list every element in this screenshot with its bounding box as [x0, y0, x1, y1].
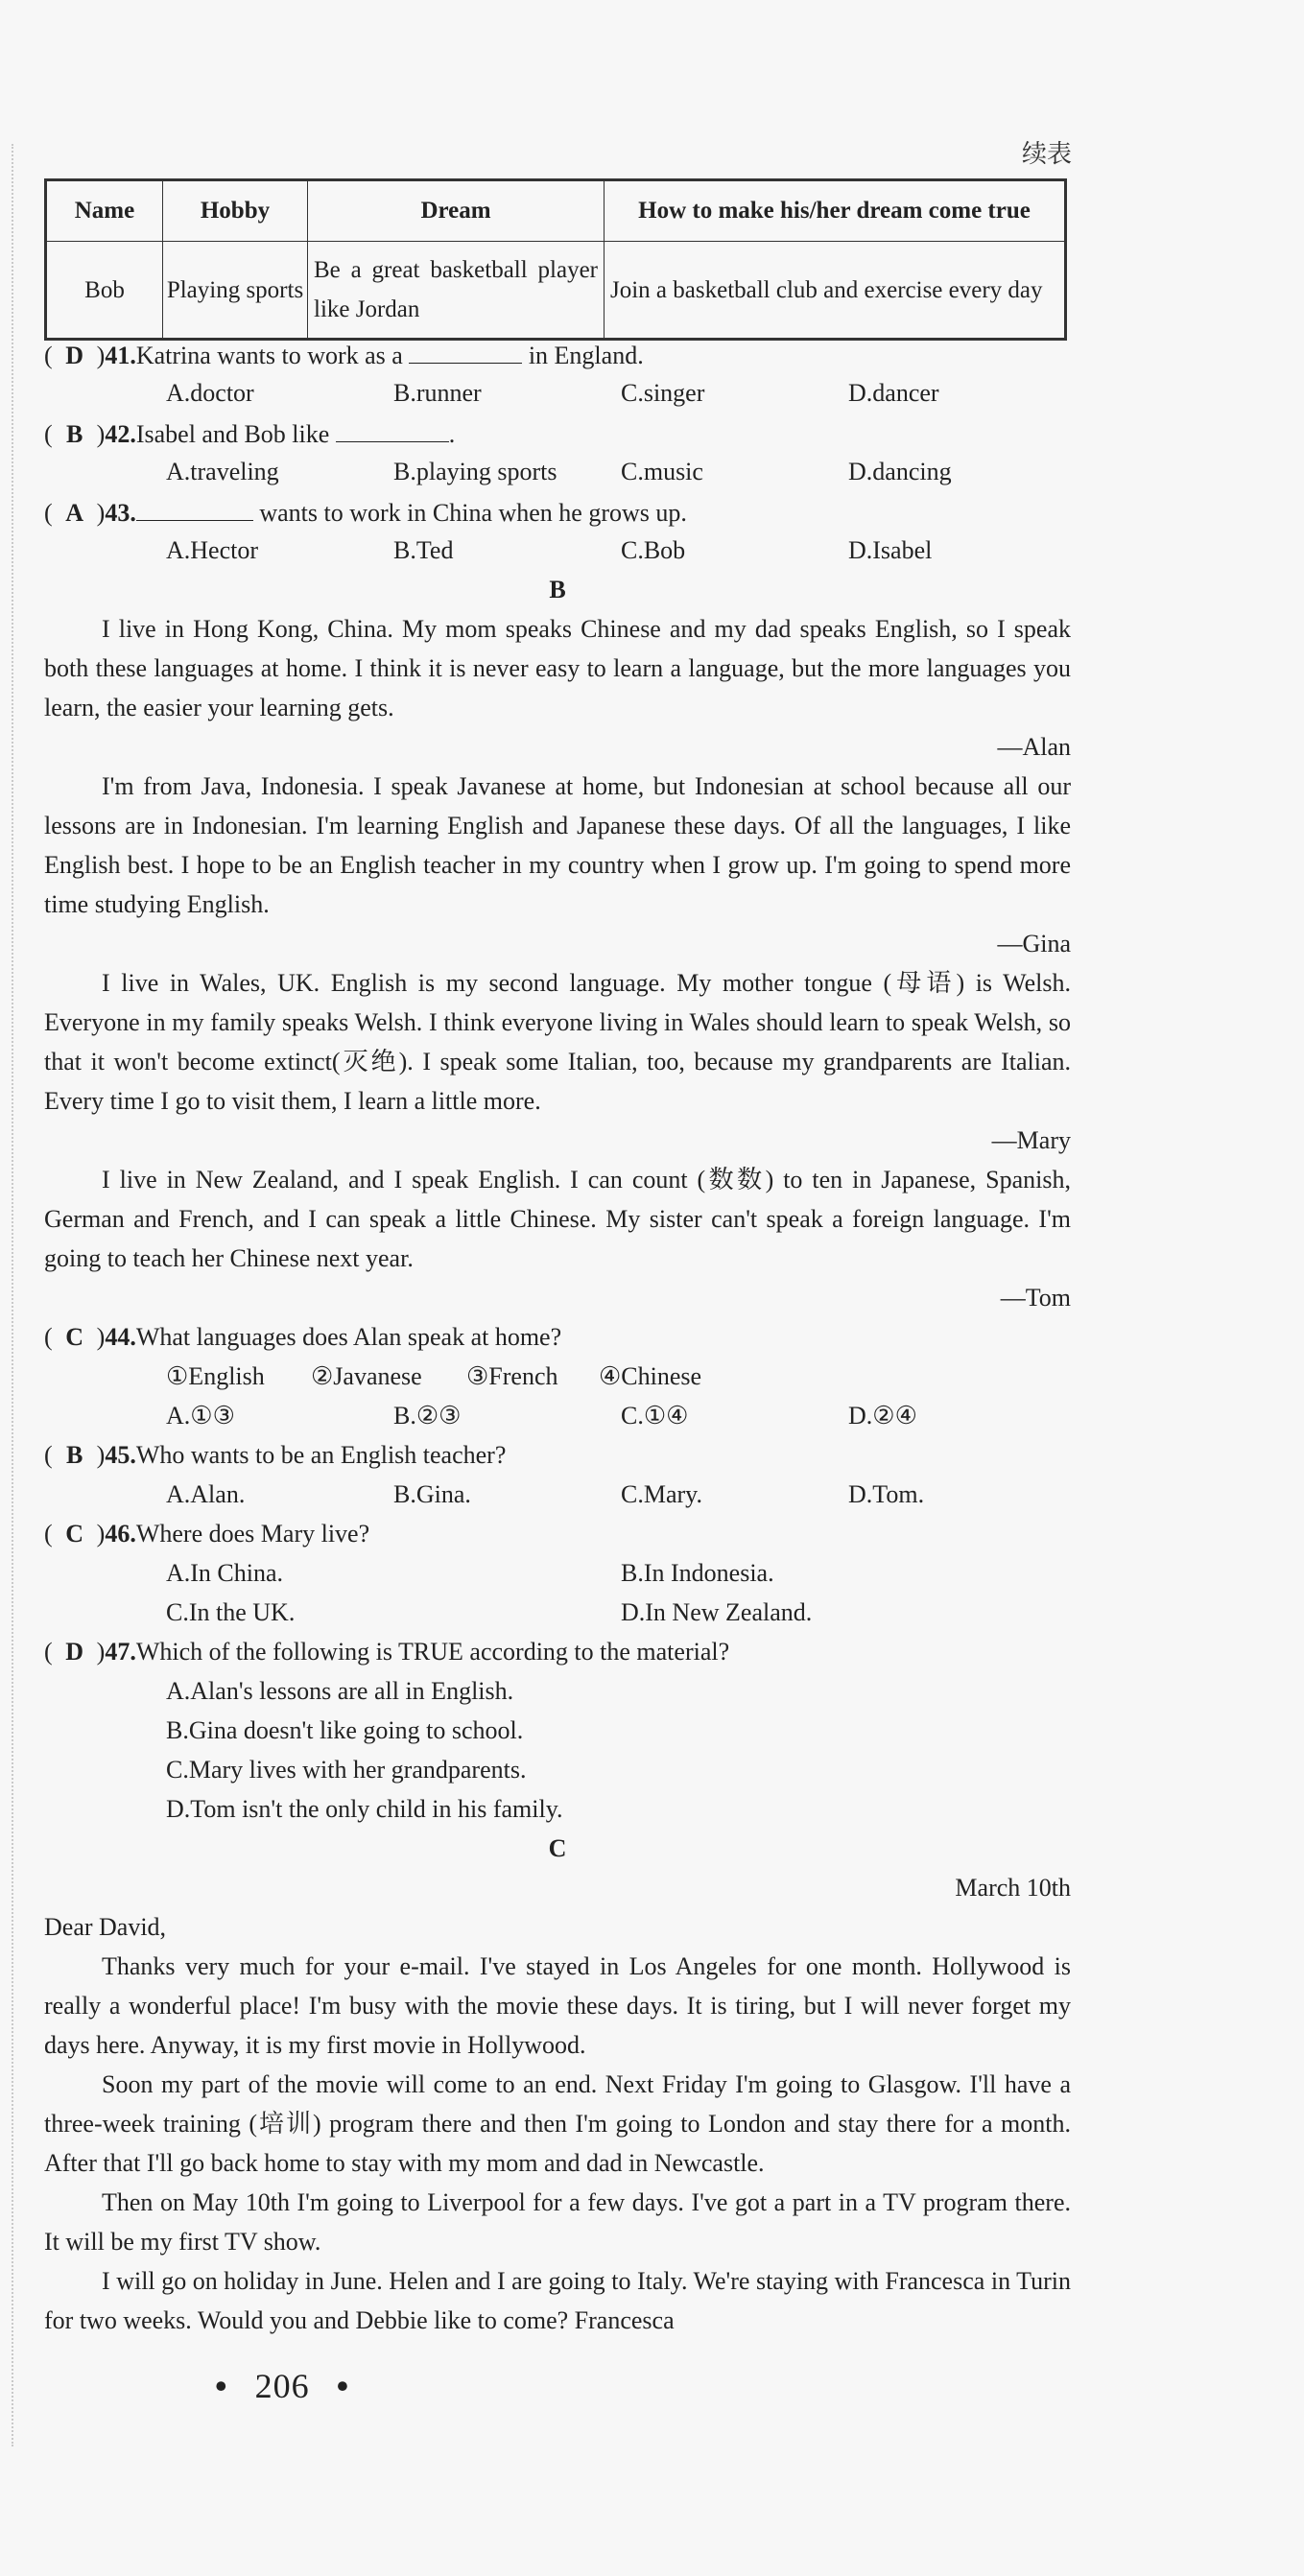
question-number: 41: [105, 342, 130, 369]
continued-table-label: 续表: [1021, 140, 1072, 168]
page-content: [44, 334, 1071, 2340]
option-b: B.②③: [393, 1402, 462, 1430]
question-number: 44: [105, 1323, 130, 1351]
question-42: ( B )42.Isabel and Bob like .: [44, 413, 1071, 452]
option-a: A.Hector: [166, 536, 259, 564]
bullet-left: •: [215, 2367, 228, 2405]
col-header-hobby: Hobby: [163, 180, 308, 242]
answer-mark: D: [65, 342, 84, 369]
page-number-value: 206: [254, 2367, 310, 2405]
option-d: D.Tom.: [848, 1480, 925, 1508]
option-a: A.①③: [166, 1402, 235, 1430]
options-41: [44, 373, 1071, 413]
option-c: C.Mary.: [621, 1480, 702, 1508]
answer-mark: C: [65, 1520, 84, 1548]
paren-open: (: [44, 342, 53, 369]
author-alan: —Alan: [997, 733, 1071, 761]
question-stem-end: wants to work in China when he grows up.: [252, 499, 687, 527]
option-d: D.dancing: [848, 458, 952, 485]
letter-date: March 10th: [955, 1874, 1071, 1902]
question-47: ( D )47.Which of the following is TRUE according to the material?: [44, 1632, 1071, 1671]
author-mary: —Mary: [991, 1126, 1071, 1154]
options-46-row1: [44, 1553, 1071, 1593]
options-47-c: [44, 1750, 1071, 1789]
question-stem: Where does Mary live?: [135, 1520, 370, 1548]
section-c-heading: C: [548, 1834, 567, 1862]
question-stem: Who wants to be an English teacher?: [135, 1441, 507, 1469]
option-a: A.traveling: [166, 458, 279, 485]
option-c: C.singer: [621, 379, 705, 407]
letter-paragraph-4: I will go on holiday in June. Helen and I are going to Italy. We're staying with Francesca in Turin for two weeks. Would you and Debbie like to come? Francesca: [44, 2267, 1071, 2334]
cell-how: Join a basketball club and exercise every day: [605, 242, 1066, 340]
options-47-d: [44, 1789, 1071, 1829]
options-46-row2: [44, 1593, 1071, 1632]
sub-option-3: ③French: [466, 1362, 558, 1390]
table-row: [46, 242, 1066, 340]
option-a: A.Alan's lessons are all in English.: [166, 1677, 514, 1705]
answer-mark: D: [65, 1638, 84, 1666]
sub-options-44: [44, 1357, 1071, 1396]
question-stem-end: in England.: [522, 342, 644, 369]
letter-paragraph-2: Soon my part of the movie will come to an end. Next Friday I'm going to Glasgow. I'll have a three-week training (培训) program there and then I'm going to London and stay there for a month. After that I'll go back home to stay with my mom and dad in Newcastle.: [44, 2070, 1071, 2177]
cell-hobby: Playing sports: [163, 242, 308, 340]
section-b-heading: B: [549, 576, 566, 603]
question-43: ( A )43. wants to work in China when he grows up.: [44, 491, 1071, 531]
cell-dream: Be a great basketball player like Jordan: [308, 242, 605, 340]
passage-tom: I live in New Zealand, and I speak English. I can count (数数) to ten in Japanese, Spanish, German and French, and I can speak a little Chinese. My sister can't speak a foreign language. I'm going to teach her Chinese next year.: [44, 1166, 1071, 1272]
question-stem: Katrina wants to work as a: [135, 342, 410, 369]
question-41: ( D )41.Katrina wants to work as a in England.: [44, 334, 1071, 373]
option-a: A.Alan.: [166, 1480, 246, 1508]
dream-table: [44, 178, 1067, 341]
passage-mary: I live in Wales, UK. English is my second language. My mother tongue (母语) is Welsh. Everyone in my family speaks Welsh. I think everyone living in Wales should learn to speak Welsh, so that it won't become extinct(灭绝). I speak some Italian, too, because my grandparents are Italian. Every time I go to visit them, I learn a little more.: [44, 969, 1071, 1115]
bullet-right: •: [336, 2367, 350, 2405]
question-number: 46: [105, 1520, 130, 1548]
option-d: D.In New Zealand.: [621, 1598, 813, 1626]
col-header-how: How to make his/her dream come true: [605, 180, 1066, 242]
table-header-row: [46, 180, 1066, 242]
option-b: B.Gina doesn't like going to school.: [166, 1716, 524, 1744]
answer-blank: [336, 413, 449, 442]
option-c: C.①④: [621, 1402, 689, 1430]
options-47-b: [44, 1711, 1071, 1750]
option-d: D.②④: [848, 1402, 917, 1430]
question-number: 43: [105, 499, 130, 527]
answer-mark: A: [65, 499, 84, 527]
answer-mark: B: [66, 1441, 83, 1469]
passage-gina: I'm from Java, Indonesia. I speak Javanese at home, but Indonesian at school because all our lessons are in Indonesian. I'm learning English and Japanese these days. Of all the languages, I like English best. I hope to be an English teacher in my country when I grow up. I'm going to spend more time studying English.: [44, 772, 1071, 918]
letter-paragraph-3: Then on May 10th I'm going to Liverpool for a few days. I've got a part in a TV program there. It will be my first TV show.: [44, 2188, 1071, 2256]
sub-option-4: ④Chinese: [599, 1362, 702, 1390]
answer-mark: B: [66, 420, 83, 448]
question-number: 47: [105, 1638, 130, 1666]
author-tom: —Tom: [1000, 1284, 1071, 1312]
cell-name: Bob: [46, 242, 163, 340]
answer-mark: C: [65, 1323, 84, 1351]
passage-alan: I live in Hong Kong, China. My mom speaks Chinese and my dad speaks English, so I speak both these languages at home. I think it is never easy to learn a language, but the more languages you learn, the easier your learning gets.: [44, 615, 1071, 721]
question-46: ( C )46.Where does Mary live?: [44, 1514, 1071, 1553]
sub-option-1: ①English: [166, 1362, 265, 1390]
option-b: B.In Indonesia.: [621, 1559, 774, 1587]
options-42: [44, 452, 1071, 491]
options-43: [44, 531, 1071, 570]
question-stem: Isabel and Bob like: [135, 420, 336, 448]
col-header-name: Name: [46, 180, 163, 242]
question-number: 42: [105, 420, 130, 448]
question-44: ( C )44.What languages does Alan speak at home?: [44, 1317, 1071, 1357]
paren-close: ): [96, 342, 106, 369]
page-number: [188, 2366, 376, 2406]
question-number: 45: [105, 1441, 130, 1469]
option-b: B.Ted: [393, 536, 454, 564]
letter-salutation: Dear David,: [44, 1913, 167, 1941]
margin-dotted-line: [12, 144, 13, 2446]
question-45: ( B )45.Who wants to be an English teacher?: [44, 1435, 1071, 1475]
question-stem-end: .: [448, 420, 456, 448]
option-d: D.Isabel: [848, 536, 933, 564]
answer-blank: [136, 491, 253, 521]
option-c: C.In the UK.: [166, 1598, 296, 1626]
option-b: B.runner: [393, 379, 482, 407]
option-a: A.doctor: [166, 379, 254, 407]
options-44: [44, 1396, 1071, 1435]
option-a: A.In China.: [166, 1559, 284, 1587]
options-47-a: [44, 1671, 1071, 1711]
option-c: C.Bob: [621, 536, 686, 564]
options-45: [44, 1475, 1071, 1514]
col-header-dream: Dream: [308, 180, 605, 242]
option-d: D.dancer: [848, 379, 939, 407]
option-b: B.playing sports: [393, 458, 557, 485]
sub-option-2: ②Javanese: [311, 1362, 422, 1390]
option-d: D.Tom isn't the only child in his family.: [166, 1795, 563, 1823]
option-b: B.Gina.: [393, 1480, 471, 1508]
option-c: C.Mary lives with her grandparents.: [166, 1756, 527, 1784]
question-stem: What languages does Alan speak at home?: [135, 1323, 562, 1351]
option-c: C.music: [621, 458, 703, 485]
question-stem: Which of the following is TRUE according to the material?: [135, 1638, 730, 1666]
author-gina: —Gina: [997, 930, 1071, 957]
answer-blank: [409, 334, 522, 364]
letter-paragraph-1: Thanks very much for your e-mail. I've stayed in Los Angeles for one month. Hollywood is really a wonderful place! I'm busy with the movie these days. It is tiring, but I will never forget my days here. Anyway, it is my first movie in Hollywood.: [44, 1952, 1071, 2059]
